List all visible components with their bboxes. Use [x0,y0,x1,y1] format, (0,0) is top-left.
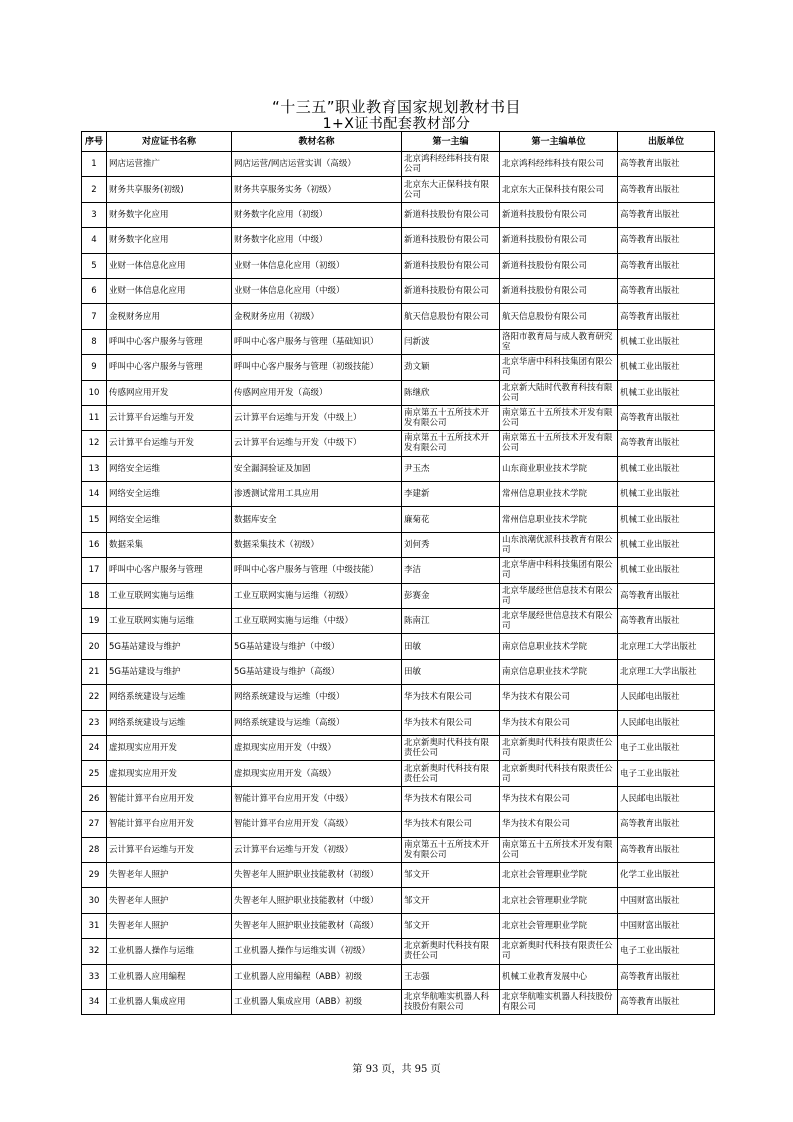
cell-chief-editor: 彭赛金 [402,583,500,608]
cell-textbook-name: 财务数字化应用（中级） [232,228,402,253]
cell-certificate-name: 工业机器人应用编程 [107,964,232,989]
cell-publisher: 北京理工大学出版社 [618,634,715,659]
cell-serial-no: 25 [82,761,107,786]
table-row [82,761,715,786]
cell-certificate-name: 财务共享服务(初级) [107,177,232,202]
cell-publisher: 中国财富出版社 [618,888,715,913]
cell-certificate-name: 业财一体信息化应用 [107,253,232,278]
cell-publisher: 机械工业出版社 [618,482,715,507]
table-row [82,659,715,684]
cell-chief-editor: 北京华航唯实机器人科技股份有限公司 [402,989,500,1014]
cell-certificate-name: 数据采集 [107,532,232,557]
cell-serial-no: 18 [82,583,107,608]
cell-serial-no: 5 [82,253,107,278]
table-row [82,431,715,456]
cell-chief-editor-unit: 北京社会管理职业学院 [500,913,618,938]
table-row [82,735,715,760]
cell-textbook-name: 工业机器人集成应用（ABB）初级 [232,989,402,1014]
cell-chief-editor-unit: 机械工业教育发展中心 [500,964,618,989]
cell-textbook-name: 金税财务应用（初级） [232,304,402,329]
cell-chief-editor: 北京东大正保科技有限公司 [402,177,500,202]
cell-chief-editor-unit: 新道科技股份有限公司 [500,253,618,278]
table-row [82,558,715,583]
cell-chief-editor: 北京鸿科经纬科技有限公司 [402,152,500,177]
cell-chief-editor: 陈继欣 [402,380,500,405]
cell-chief-editor-unit: 常州信息职业技术学院 [500,507,618,532]
table-row [82,177,715,202]
cell-serial-no: 24 [82,735,107,760]
table-row [82,202,715,227]
header-chief-editor-unit: 第一主编单位 [500,132,618,152]
cell-textbook-name: 呼叫中心客户服务与管理（初级技能） [232,355,402,380]
cell-publisher: 北京理工大学出版社 [618,659,715,684]
cell-textbook-name: 呼叫中心客户服务与管理（基础知识） [232,329,402,354]
cell-chief-editor: 北京新奥时代科技有限责任公司 [402,761,500,786]
cell-chief-editor: 田敏 [402,659,500,684]
cell-chief-editor-unit: 华为技术有限公司 [500,710,618,735]
cell-publisher: 机械工业出版社 [618,507,715,532]
cell-chief-editor: 南京第五十五所技术开发有限公司 [402,837,500,862]
cell-publisher: 高等教育出版社 [618,202,715,227]
cell-chief-editor-unit: 北京新奥时代科技有限责任公司 [500,939,618,964]
cell-serial-no: 23 [82,710,107,735]
cell-publisher: 电子工业出版社 [618,735,715,760]
cell-serial-no: 4 [82,228,107,253]
cell-serial-no: 6 [82,278,107,303]
cell-chief-editor-unit: 南京信息职业技术学院 [500,659,618,684]
cell-publisher: 机械工业出版社 [618,380,715,405]
cell-certificate-name: 财务数字化应用 [107,228,232,253]
cell-textbook-name: 数据库安全 [232,507,402,532]
cell-chief-editor-unit: 南京第五十五所技术开发有限公司 [500,405,618,430]
cell-chief-editor-unit: 北京社会管理职业学院 [500,862,618,887]
table-row [82,862,715,887]
cell-serial-no: 15 [82,507,107,532]
cell-certificate-name: 云计算平台运维与开发 [107,405,232,430]
cell-textbook-name: 安全漏洞验证及加固 [232,456,402,481]
cell-serial-no: 31 [82,913,107,938]
table-row [82,507,715,532]
cell-textbook-name: 云计算平台运维与开发（中级下） [232,431,402,456]
cell-chief-editor-unit: 北京华晟经世信息技术有限公司 [500,609,618,634]
cell-textbook-name: 财务数字化应用（初级） [232,202,402,227]
cell-chief-editor: 陈南江 [402,609,500,634]
cell-textbook-name: 业财一体信息化应用（中级） [232,278,402,303]
cell-serial-no: 27 [82,812,107,837]
cell-chief-editor: 华为技术有限公司 [402,710,500,735]
table-row [82,456,715,481]
cell-chief-editor-unit: 北京鸿科经纬科技有限公司 [500,152,618,177]
cell-certificate-name: 金税财务应用 [107,304,232,329]
table-row [82,888,715,913]
table-row [82,634,715,659]
table-body [82,152,715,1015]
header-chief-editor: 第一主编 [402,132,500,152]
table-row [82,304,715,329]
cell-serial-no: 29 [82,862,107,887]
cell-publisher: 高等教育出版社 [618,964,715,989]
cell-publisher: 高等教育出版社 [618,228,715,253]
cell-certificate-name: 业财一体信息化应用 [107,278,232,303]
header-textbook-name: 教材名称 [232,132,402,152]
cell-publisher: 机械工业出版社 [618,355,715,380]
cell-chief-editor: 田敏 [402,634,500,659]
cell-serial-no: 2 [82,177,107,202]
table-row [82,380,715,405]
cell-chief-editor: 华为技术有限公司 [402,786,500,811]
table-row [82,939,715,964]
table-row [82,837,715,862]
cell-publisher: 电子工业出版社 [618,939,715,964]
cell-certificate-name: 呼叫中心客户服务与管理 [107,329,232,354]
cell-textbook-name: 云计算平台运维与开发（中级上） [232,405,402,430]
cell-chief-editor: 北京新奥时代科技有限责任公司 [402,735,500,760]
cell-publisher: 高等教育出版社 [618,431,715,456]
cell-certificate-name: 工业机器人集成应用 [107,989,232,1014]
cell-certificate-name: 工业互联网实施与运维 [107,583,232,608]
cell-chief-editor-unit: 北京新奥时代科技有限责任公司 [500,735,618,760]
cell-textbook-name: 虚拟现实应用开发（高级） [232,761,402,786]
cell-chief-editor-unit: 北京东大正保科技有限公司 [500,177,618,202]
cell-serial-no: 26 [82,786,107,811]
cell-serial-no: 7 [82,304,107,329]
cell-chief-editor: 刘何秀 [402,532,500,557]
cell-serial-no: 14 [82,482,107,507]
table-row [82,913,715,938]
cell-serial-no: 12 [82,431,107,456]
cell-publisher: 中国财富出版社 [618,913,715,938]
cell-textbook-name: 云计算平台运维与开发（初级） [232,837,402,862]
table-row [82,329,715,354]
cell-chief-editor: 华为技术有限公司 [402,685,500,710]
table-row [82,532,715,557]
cell-certificate-name: 云计算平台运维与开发 [107,431,232,456]
cell-publisher: 机械工业出版社 [618,456,715,481]
table-row [82,355,715,380]
header-certificate-name: 对应证书名称 [107,132,232,152]
cell-chief-editor: 邹文开 [402,862,500,887]
cell-chief-editor-unit: 山东商业职业技术学院 [500,456,618,481]
cell-chief-editor: 华为技术有限公司 [402,812,500,837]
cell-chief-editor-unit: 南京第五十五所技术开发有限公司 [500,431,618,456]
table-row [82,786,715,811]
cell-publisher: 高等教育出版社 [618,583,715,608]
cell-chief-editor: 航天信息股份有限公司 [402,304,500,329]
cell-certificate-name: 智能计算平台应用开发 [107,812,232,837]
table-row [82,228,715,253]
cell-chief-editor-unit: 新道科技股份有限公司 [500,278,618,303]
cell-serial-no: 1 [82,152,107,177]
cell-publisher: 人民邮电出版社 [618,685,715,710]
cell-chief-editor: 李建新 [402,482,500,507]
cell-serial-no: 34 [82,989,107,1014]
cell-certificate-name: 5G基站建设与维护 [107,634,232,659]
document-subtitle: 1+X证书配套教材部分 [322,116,471,132]
cell-publisher: 机械工业出版社 [618,558,715,583]
cell-serial-no: 22 [82,685,107,710]
cell-textbook-name: 呼叫中心客户服务与管理（中级技能） [232,558,402,583]
cell-serial-no: 21 [82,659,107,684]
cell-serial-no: 11 [82,405,107,430]
cell-serial-no: 8 [82,329,107,354]
cell-serial-no: 19 [82,609,107,634]
textbook-catalog-table [81,131,715,1015]
cell-textbook-name: 工业互联网实施与运维（中级） [232,609,402,634]
cell-chief-editor: 邹文开 [402,888,500,913]
cell-certificate-name: 5G基站建设与维护 [107,659,232,684]
cell-certificate-name: 传感网应用开发 [107,380,232,405]
cell-chief-editor-unit: 北京社会管理职业学院 [500,888,618,913]
cell-publisher: 高等教育出版社 [618,989,715,1014]
cell-certificate-name: 云计算平台运维与开发 [107,837,232,862]
table-row [82,685,715,710]
cell-serial-no: 3 [82,202,107,227]
cell-publisher: 机械工业出版社 [618,532,715,557]
cell-certificate-name: 网络安全运维 [107,507,232,532]
table-row [82,278,715,303]
cell-publisher: 高等教育出版社 [618,278,715,303]
cell-textbook-name: 失智老年人照护职业技能教材（中级） [232,888,402,913]
cell-publisher: 高等教育出版社 [618,405,715,430]
cell-certificate-name: 呼叫中心客户服务与管理 [107,355,232,380]
cell-textbook-name: 网络系统建设与运维（高级） [232,710,402,735]
cell-textbook-name: 智能计算平台应用开发（高级） [232,812,402,837]
cell-serial-no: 17 [82,558,107,583]
cell-publisher: 化学工业出版社 [618,862,715,887]
cell-chief-editor-unit: 新道科技股份有限公司 [500,202,618,227]
cell-chief-editor-unit: 北京新大陆时代教育科技有限公司 [500,380,618,405]
cell-chief-editor-unit: 南京第五十五所技术开发有限公司 [500,837,618,862]
cell-certificate-name: 网络系统建设与运维 [107,710,232,735]
cell-textbook-name: 工业互联网实施与运维（初级） [232,583,402,608]
cell-chief-editor-unit: 华为技术有限公司 [500,786,618,811]
cell-certificate-name: 失智老年人照护 [107,862,232,887]
cell-serial-no: 10 [82,380,107,405]
cell-publisher: 高等教育出版社 [618,304,715,329]
cell-certificate-name: 网店运营推广 [107,152,232,177]
cell-serial-no: 33 [82,964,107,989]
cell-publisher: 人民邮电出版社 [618,786,715,811]
cell-chief-editor: 新道科技股份有限公司 [402,278,500,303]
header-publisher: 出版单位 [618,132,715,152]
cell-chief-editor-unit: 华为技术有限公司 [500,685,618,710]
cell-certificate-name: 网络安全运维 [107,456,232,481]
cell-certificate-name: 网络系统建设与运维 [107,685,232,710]
cell-certificate-name: 财务数字化应用 [107,202,232,227]
cell-chief-editor-unit: 航天信息股份有限公司 [500,304,618,329]
cell-textbook-name: 业财一体信息化应用（初级） [232,253,402,278]
cell-chief-editor: 王志强 [402,964,500,989]
table-row [82,253,715,278]
cell-publisher: 高等教育出版社 [618,152,715,177]
table-row [82,583,715,608]
table-row [82,405,715,430]
cell-textbook-name: 渗透测试常用工具应用 [232,482,402,507]
cell-chief-editor: 尹玉杰 [402,456,500,481]
cell-textbook-name: 5G基站建设与维护（高级） [232,659,402,684]
cell-serial-no: 9 [82,355,107,380]
cell-certificate-name: 虚拟现实应用开发 [107,761,232,786]
cell-chief-editor-unit: 常州信息职业技术学院 [500,482,618,507]
cell-publisher: 电子工业出版社 [618,761,715,786]
cell-textbook-name: 智能计算平台应用开发（中级） [232,786,402,811]
cell-chief-editor-unit: 南京信息职业技术学院 [500,634,618,659]
cell-chief-editor-unit: 洛阳市教育局与成人教育研究室 [500,329,618,354]
cell-certificate-name: 智能计算平台应用开发 [107,786,232,811]
page-footer: 第 93 页，共 95 页 [352,1064,441,1075]
cell-certificate-name: 网络安全运维 [107,482,232,507]
table-row [82,989,715,1014]
cell-serial-no: 13 [82,456,107,481]
table-row [82,964,715,989]
cell-publisher: 高等教育出版社 [618,812,715,837]
cell-chief-editor: 闫新波 [402,329,500,354]
cell-chief-editor-unit: 北京新奥时代科技有限责任公司 [500,761,618,786]
cell-textbook-name: 失智老年人照护职业技能教材（高级） [232,913,402,938]
cell-chief-editor: 李洁 [402,558,500,583]
cell-publisher: 高等教育出版社 [618,837,715,862]
table-row [82,482,715,507]
table-row [82,710,715,735]
cell-serial-no: 30 [82,888,107,913]
cell-chief-editor-unit: 华为技术有限公司 [500,812,618,837]
cell-textbook-name: 财务共享服务实务（初级） [232,177,402,202]
table-row [82,812,715,837]
cell-serial-no: 16 [82,532,107,557]
table-header-row [82,132,715,152]
cell-chief-editor: 新道科技股份有限公司 [402,228,500,253]
cell-textbook-name: 数据采集技术（初级） [232,532,402,557]
cell-serial-no: 28 [82,837,107,862]
cell-chief-editor: 廉菊花 [402,507,500,532]
cell-chief-editor-unit: 北京华唐中科科技集团有限公司 [500,558,618,583]
cell-textbook-name: 虚拟现实应用开发（中级） [232,735,402,760]
cell-publisher: 高等教育出版社 [618,253,715,278]
cell-chief-editor: 南京第五十五所技术开发有限公司 [402,405,500,430]
cell-chief-editor-unit: 北京华航唯实机器人科技股份有限公司 [500,989,618,1014]
cell-certificate-name: 呼叫中心客户服务与管理 [107,558,232,583]
cell-certificate-name: 失智老年人照护 [107,913,232,938]
cell-textbook-name: 5G基站建设与维护（中级） [232,634,402,659]
cell-textbook-name: 网店运营/网店运营实训（高级） [232,152,402,177]
cell-textbook-name: 失智老年人照护职业技能教材（初级） [232,862,402,887]
cell-chief-editor-unit: 山东浪潮优派科技教育有限公司 [500,532,618,557]
table-row [82,609,715,634]
cell-textbook-name: 工业机器人应用编程（ABB）初级 [232,964,402,989]
cell-certificate-name: 失智老年人照护 [107,888,232,913]
header-serial-no: 序号 [82,132,107,152]
cell-chief-editor: 北京新奥时代科技有限责任公司 [402,939,500,964]
cell-certificate-name: 虚拟现实应用开发 [107,735,232,760]
cell-chief-editor: 劲文颖 [402,355,500,380]
cell-serial-no: 32 [82,939,107,964]
cell-certificate-name: 工业互联网实施与运维 [107,609,232,634]
cell-chief-editor-unit: 新道科技股份有限公司 [500,228,618,253]
table-row [82,152,715,177]
cell-textbook-name: 传感网应用开发（高级） [232,380,402,405]
cell-serial-no: 20 [82,634,107,659]
cell-publisher: 高等教育出版社 [618,177,715,202]
cell-publisher: 高等教育出版社 [618,609,715,634]
cell-textbook-name: 工业机器人操作与运维实训（初级） [232,939,402,964]
cell-chief-editor-unit: 北京华晟经世信息技术有限公司 [500,583,618,608]
cell-textbook-name: 网络系统建设与运维（中级） [232,685,402,710]
cell-certificate-name: 工业机器人操作与运维 [107,939,232,964]
cell-chief-editor-unit: 北京华唐中科科技集团有限公司 [500,355,618,380]
cell-chief-editor: 新道科技股份有限公司 [402,202,500,227]
cell-publisher: 机械工业出版社 [618,329,715,354]
cell-chief-editor: 南京第五十五所技术开发有限公司 [402,431,500,456]
cell-chief-editor: 邹文开 [402,913,500,938]
document-title: “十三五”职业教育国家规划教材书目 [271,98,522,116]
cell-chief-editor: 新道科技股份有限公司 [402,253,500,278]
cell-publisher: 人民邮电出版社 [618,710,715,735]
